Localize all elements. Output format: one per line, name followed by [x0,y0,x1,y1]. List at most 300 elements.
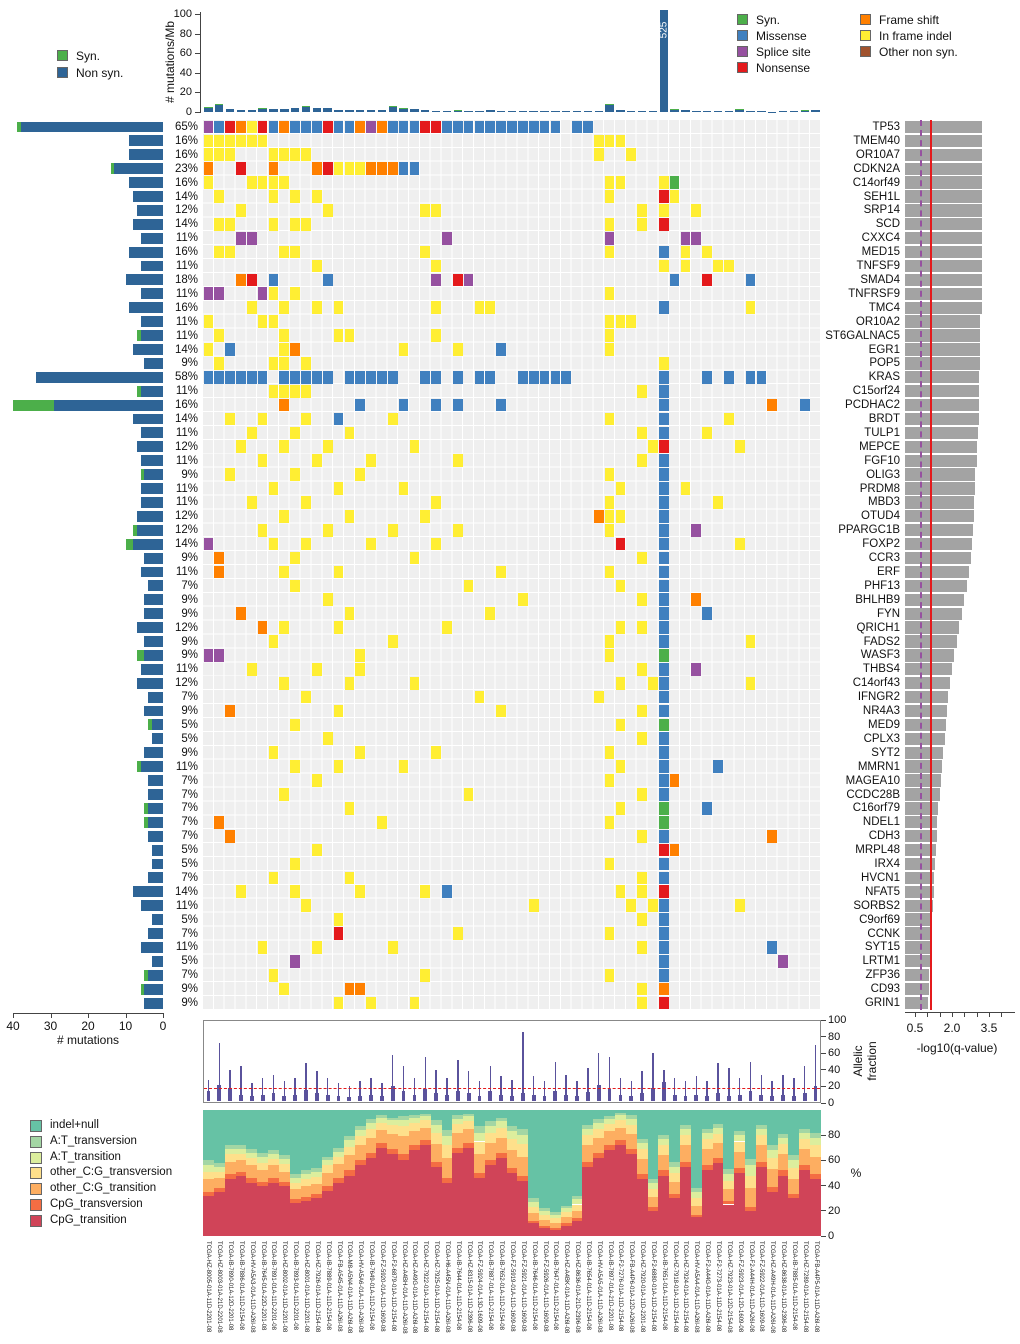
spectrum-segment [344,1147,355,1156]
heatmap-cell [767,830,777,843]
heatmap-cell [334,566,344,579]
legend-label: other_C:G_transversion [50,1166,173,1179]
sample-id: TCGA-HV-A5A5-01A-11D-A26I-08 [595,1241,602,1333]
heatmap-cell [605,774,615,787]
heatmap-cell [247,274,257,287]
heatmap-cell [279,510,289,523]
gene-percent: 11% [175,482,198,495]
heatmap-cell [605,649,615,662]
heatmap-cell [258,371,268,384]
spectrum-segment [734,1131,745,1135]
spectrum-segment [420,1140,431,1145]
heatmap-cell [410,121,420,134]
spectrum-segment [626,1119,637,1125]
allelic-box [250,1096,254,1101]
allelic-ytick: 80 [828,1030,841,1043]
heatmap-cell [269,538,279,551]
heatmap-cell [312,844,322,857]
allelic-box [434,1093,438,1101]
legend-swatch [30,1152,42,1164]
gene-percent: 7% [181,830,198,843]
heatmap-cell [702,246,712,259]
heatmap-cell [616,677,626,690]
allelic-box [347,1097,351,1101]
heatmap-cell [702,802,712,815]
gene-name: ZFP36 [865,969,900,982]
mutation-heatmap [203,120,821,1010]
spectrum-segment [279,1172,290,1182]
spectrum-segment [290,1199,301,1203]
heatmap-cell [605,524,615,537]
heatmap-cell [355,983,365,996]
spectrum-segment [788,1168,799,1179]
legend-swatch [737,46,748,57]
heatmap-cell [312,121,322,134]
count-bar-syn [137,330,141,341]
spectrum-segment [528,1110,539,1198]
heatmap-cell [659,663,669,676]
heatmap-cell [388,524,398,537]
heatmap-cell [269,121,279,134]
spectrum-segment [236,1145,247,1149]
sample-id: TCGA-FZ-5920-01A-11D-1609-08 [378,1241,385,1332]
gene-name: TULP1 [864,426,900,439]
heatmap-cell [431,538,441,551]
gene-percent: 11% [175,315,198,328]
heatmap-cell [269,190,279,203]
spectrum-segment [246,1158,257,1166]
heatmap-cell [659,218,669,231]
top-bar [725,111,733,112]
legend-label: A:T_transition [50,1150,121,1163]
heatmap-cell [529,899,539,912]
spectrum-segment [713,1143,724,1158]
legend-label: other_C:G_transition [50,1182,157,1195]
spectrum-segment [799,1149,810,1165]
spectrum-segment [496,1138,507,1153]
spectrum-segment [582,1110,593,1125]
allelic-box [532,1095,536,1102]
heatmap-cell [637,552,647,565]
heatmap-cell [637,454,647,467]
heatmap-cell [269,287,279,300]
spectrum-segment [669,1182,680,1195]
heatmap-cell [258,315,268,328]
gene-name: C15orf24 [852,385,900,398]
heatmap-cell [420,885,430,898]
gene-percent: 12% [174,440,198,453]
spectrum-segment [648,1179,659,1183]
qvalue-bar [905,900,933,912]
spectrum-segment [398,1120,409,1126]
allelic-box [662,1082,666,1101]
heatmap-cell [247,121,257,134]
spectrum-segment [756,1162,767,1167]
spectrum-segment [387,1118,398,1121]
spectrum-segment [734,1152,745,1168]
heatmap-cell [659,997,669,1010]
heatmap-cell [637,913,647,926]
qvalue-bar [905,566,969,578]
heatmap-cell [453,927,463,940]
heatmap-cell [204,162,214,175]
heatmap-cell [616,580,626,593]
heatmap-cell [269,357,279,370]
spectrum-segment [528,1207,539,1213]
spectrum-segment [788,1194,799,1198]
gene-percent: 12% [174,621,198,634]
legend-label: CpG_transversion [50,1198,143,1210]
spectrum-segment [398,1126,409,1136]
spectrum-segment [810,1179,821,1236]
spectrum-segment [485,1143,496,1161]
heatmap-cell [659,399,669,412]
spectrum-segment [290,1189,301,1199]
spectrum-segment [246,1178,257,1183]
spectrum-segment [778,1144,789,1154]
spectrum-segment [366,1138,377,1153]
spectrum-segment [463,1110,474,1114]
spectrum-segment [691,1198,702,1206]
spectrum-segment [626,1149,637,1154]
qvalue-bar [905,941,930,953]
gene-percent: 12% [174,510,198,523]
top-bar [692,111,700,112]
spectrum-segment [420,1116,431,1120]
top-ytick: 40 [179,66,192,79]
spectrum-segment [496,1153,507,1158]
gene-percent: 14% [174,343,198,356]
spectrum-segment [648,1211,659,1236]
gene-name: SEH1L [863,190,900,203]
qvalue-bar [905,927,931,939]
gene-name: POP5 [869,357,900,370]
spectrum-segment [561,1217,572,1223]
spectrum-segment [376,1115,387,1118]
spectrum-segment [496,1128,507,1138]
heatmap-cell [258,941,268,954]
qvalue-bar [905,385,979,397]
spectrum-segment [225,1145,236,1149]
heatmap-cell [420,969,430,982]
spectrum-segment [799,1129,810,1133]
spectrum-segment [376,1148,387,1236]
spectrum-segment [593,1123,604,1129]
heatmap-cell [258,121,268,134]
sample-id: TCGA-HZ-7924-01A-11D-2154-08 [682,1241,689,1333]
gene-percent: 5% [181,718,198,731]
heatmap-cell [659,899,669,912]
sample-id: TCGA-HZ-7925-01A-11D-2154-08 [433,1241,440,1333]
heatmap-cell [334,301,344,314]
sample-id: TCGA-HZ-8638-01A-11D-2396-08 [780,1241,787,1333]
allelic-box [304,1090,308,1102]
heatmap-cell [279,371,289,384]
heatmap-cell [204,135,214,148]
heatmap-cell [290,858,300,871]
spectrum-ylabel: % [850,1166,862,1180]
sample-id: TCGA-HZ-8315-01A-11D-2396-08 [465,1241,472,1333]
allelic-ytick: 100 [828,1014,847,1026]
heatmap-cell [637,218,647,231]
spectrum-segment [463,1121,474,1129]
spectrum-segment [203,1179,214,1192]
gene-name: GRIN1 [864,997,900,1010]
spectrum-segment [322,1173,333,1186]
heatmap-cell [236,371,246,384]
gene-name: PPARGC1B [838,524,900,537]
spectrum-segment [387,1154,398,1236]
sample-id: TCGA-IB-7889-01A-11D-2154-08 [324,1241,331,1330]
sample-id: TCGA-IB-7651-01A-11D-2154-08 [660,1241,667,1330]
spectrum-segment [442,1178,453,1183]
sample-id: TCGA-HZ-A4BK-01A-11D-A26I-08 [563,1241,570,1334]
gene-name: SORBS2 [853,899,900,912]
heatmap-cell [485,301,495,314]
spectrum-segment [474,1126,485,1132]
gene-name: MED9 [868,718,900,731]
spectrum-segment [236,1110,247,1145]
heatmap-cell [236,440,246,453]
heatmap-cell [659,260,669,273]
heatmap-cell [279,566,289,579]
spectrum-segment [713,1158,724,1163]
spectrum-segment [409,1110,420,1115]
heatmap-cell [670,274,680,287]
spectrum-segment [658,1145,669,1155]
sample-id: TCGA-FZ-5923-01A-12D-1609-08 [736,1241,743,1333]
spectrum-segment [409,1118,420,1123]
spectrum-segment [680,1167,691,1236]
heatmap-cell [269,148,279,161]
legend-label: Syn. [76,49,101,63]
spectrum-segment [463,1114,474,1117]
spectrum-segment [355,1165,366,1236]
heatmap-cell [204,148,214,161]
heatmap-cell [442,885,452,898]
gene-name: MED15 [861,246,900,259]
gene-percent: 11% [175,454,198,467]
allelic-box [803,1093,807,1101]
spectrum-segment [810,1133,821,1138]
gene-name: BHLHB9 [855,593,900,606]
legend-label: indel+null [50,1119,99,1131]
heatmap-cell [312,260,322,273]
allelic-box [749,1091,753,1102]
spectrum-segment [669,1194,680,1198]
gene-name: SRP14 [863,204,900,217]
heatmap-cell [616,621,626,634]
spectrum-segment [301,1170,312,1174]
heatmap-cell [431,204,441,217]
heatmap-cell [225,468,235,481]
heatmap-cell [247,135,257,148]
heatmap-cell [605,635,615,648]
allelic-box [716,1093,720,1101]
sample-id: TCGA-IB-7885-01A-11D-2154-08 [790,1241,797,1330]
spectrum-segment [463,1148,474,1236]
heatmap-cell [496,399,506,412]
spectrum-segment [225,1154,236,1162]
top-bar [746,111,754,112]
heatmap-cell [410,440,420,453]
legend-label: Frame shift [879,13,940,27]
heatmap-cell [388,413,398,426]
spectrum-segment [322,1157,333,1161]
gene-percent: 7% [181,579,198,592]
spectrum-segment [702,1149,713,1165]
heatmap-cell [681,232,691,245]
spectrum-segment [257,1110,268,1153]
heatmap-cell [410,552,420,565]
heatmap-cell [713,496,723,509]
spectrum-segment [431,1125,442,1133]
heatmap-cell [355,468,365,481]
count-bar [21,122,164,133]
spectrum-segment [344,1155,355,1170]
spectrum-segment [387,1149,398,1154]
heatmap-cell [420,121,430,134]
spectrum-segment [604,1150,615,1236]
qvalue-bar [905,510,974,522]
spectrum-segment [517,1157,528,1176]
heatmap-cell [485,371,495,384]
qvalue-bar [905,455,977,467]
sample-id: TCGA-IB-7652-01A-11D-2154-08 [498,1241,505,1330]
gene-percent: 11% [175,760,198,773]
gene-percent: 9% [181,746,198,759]
spectrum-segment [268,1150,279,1154]
spectrum-segment [756,1110,767,1125]
legend-swatch [30,1183,42,1195]
gene-name: CDKN2A [853,162,900,175]
spectrum-segment [366,1158,377,1236]
spectrum-segment [582,1162,593,1167]
heatmap-cell [659,538,669,551]
heatmap-cell [507,121,517,134]
heatmap-cell [637,385,647,398]
spectrum-segment [561,1110,572,1206]
qvalue-bar [905,955,930,967]
spectrum-segment [756,1129,767,1135]
spectrum-segment [387,1125,398,1134]
allelic-box [478,1096,482,1102]
allelic-box [781,1095,785,1102]
heatmap-cell [323,204,333,217]
spectrum-segment [745,1176,756,1189]
gene-name: PCDHAC2 [845,399,900,412]
heatmap-cell [269,218,279,231]
spectrum-segment [420,1120,431,1128]
count-bar-syn [126,539,134,550]
spectrum-segment [702,1170,713,1236]
heatmap-cell [431,371,441,384]
spectrum-segment [366,1153,377,1158]
heatmap-cell [475,301,485,314]
top-chart-ylabel: # mutations/Mb [163,20,177,104]
spectrum-segment [442,1130,453,1136]
spectrum-segment [398,1154,409,1160]
spectrum-segment [214,1188,225,1192]
heatmap-cell [420,204,430,217]
heatmap-cell [204,343,214,356]
heatmap-cell [247,496,257,509]
top-bar [714,111,722,112]
top-ytick: 0 [185,106,192,118]
allelic-box [402,1091,406,1102]
top-bar [432,111,440,112]
heatmap-cell [236,162,246,175]
heatmap-cell [355,121,365,134]
heatmap-cell [420,246,430,259]
spectrum-segment [507,1173,518,1236]
sample-id: TCGA-IB-7887-01A-11D-2154-08 [487,1241,494,1330]
heatmap-cell [258,454,268,467]
spectrum-segment [355,1136,366,1145]
gene-percent: 11% [175,329,198,342]
heatmap-cell [496,121,506,134]
spectrum-segment [767,1192,778,1236]
gene-name: CD93 [870,983,900,996]
qvalue-bar [905,621,959,633]
heatmap-cell [518,371,528,384]
sample-id: TCGA-HZ-7922-01A-11D-2154-08 [422,1241,429,1333]
heatmap-cell [214,552,224,565]
top-bar [605,104,613,112]
spectrum-segment [788,1155,799,1160]
heatmap-cell [247,371,257,384]
heatmap-cell [214,121,224,134]
heatmap-cell [702,607,712,620]
spectrum-segment [778,1134,789,1138]
spectrum-segment [431,1133,442,1144]
spectrum-segment [279,1186,290,1236]
gene-name: CCNK [867,927,900,940]
spectrum-segment [550,1228,561,1229]
heatmap-cell [269,176,279,189]
spectrum-segment [409,1150,420,1236]
legend-label: CpG_transition [50,1213,127,1226]
heatmap-cell [236,204,246,217]
legend-label: Other non syn. [879,45,958,59]
gene-name: BRDT [868,413,900,426]
heatmap-cell [496,566,506,579]
spectrum-segment [301,1179,312,1185]
spectrum-segment [474,1142,485,1155]
spectrum-segment [723,1205,734,1237]
qvalue-bar [905,441,977,453]
sample-id: TCGA-HZ-7923-01A-12D-2154-08 [725,1241,732,1333]
count-bar-syn [17,122,21,133]
allelic-whisker [522,1032,524,1101]
heatmap-cell [366,162,376,175]
heatmap-cell [659,719,669,732]
gene-percent: 11% [175,287,198,300]
allelic-box [586,1092,590,1101]
heatmap-cell [670,774,680,787]
gene-name: IRX4 [874,858,900,871]
qvalue-bar [905,552,971,564]
allelic-box [543,1096,547,1102]
heatmap-cell [616,315,626,328]
sample-id: TCGA-FB-A545-01A-11D-A26I-08 [335,1241,342,1332]
spectrum-segment [290,1183,301,1189]
heatmap-cell [204,287,214,300]
spectrum-segment [214,1178,225,1188]
gene-name: SYT2 [871,746,900,759]
count-bar-syn [144,817,148,828]
heatmap-cell [290,246,300,259]
